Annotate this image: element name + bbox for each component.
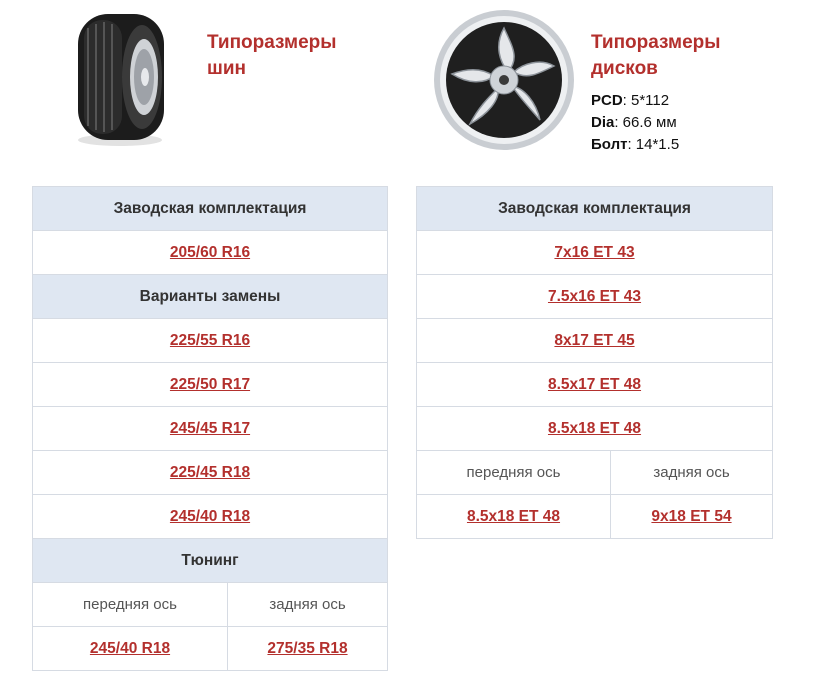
disc-specs bbox=[591, 90, 679, 156]
wheel-rim-icon bbox=[430, 6, 578, 154]
tire-size-link[interactable]: 225/45 R18 bbox=[169, 463, 251, 481]
tires-factory-header: Заводская комплектация bbox=[33, 187, 388, 231]
tire-size-link[interactable]: 225/55 R16 bbox=[169, 331, 251, 349]
disc-rear-link[interactable]: 9x18 ET 54 bbox=[651, 507, 732, 525]
pcd-spec: PCD: 5*112 bbox=[591, 92, 670, 109]
wheel-image bbox=[430, 6, 578, 154]
disc-size-link[interactable]: 8x17 ET 45 bbox=[554, 331, 635, 349]
discs-factory-header: Заводская комплектация bbox=[417, 187, 773, 231]
tire-size-link[interactable]: 205/60 R16 bbox=[169, 243, 251, 261]
discs-table bbox=[416, 186, 773, 539]
disc-size-link[interactable]: 8.5x17 ET 48 bbox=[547, 375, 642, 393]
dia-spec: Dia: 66.6 мм bbox=[591, 114, 677, 131]
tires-title: Типоразмеры шин bbox=[207, 32, 337, 79]
tire-image bbox=[60, 8, 180, 148]
disc-size-link[interactable]: 8.5x18 ET 48 bbox=[547, 419, 642, 437]
bolt-spec: Болт: 14*1.5 bbox=[591, 136, 680, 153]
tire-size-link[interactable]: 225/50 R17 bbox=[169, 375, 251, 393]
disc-front-link[interactable]: 8.5x18 ET 48 bbox=[466, 507, 561, 525]
tire-icon bbox=[60, 8, 180, 148]
rear-axle-label: задняя ось bbox=[611, 451, 773, 495]
tire-size-link[interactable]: 245/40 R18 bbox=[169, 507, 251, 525]
tire-size-link[interactable]: 245/45 R17 bbox=[169, 419, 251, 437]
discs-title: Типоразмеры дисков bbox=[591, 32, 721, 79]
tuning-rear-link[interactable]: 275/35 R18 bbox=[267, 639, 348, 657]
front-axle-label: передняя ось bbox=[417, 451, 611, 495]
replacement-header: Варианты замены bbox=[33, 275, 388, 319]
disc-size-link[interactable]: 7.5x16 ET 43 bbox=[547, 287, 642, 305]
front-axle-label: передняя ось bbox=[33, 583, 228, 627]
rear-axle-label: задняя ось bbox=[228, 583, 388, 627]
disc-size-link[interactable]: 7x16 ET 43 bbox=[554, 243, 635, 261]
tuning-front-link[interactable]: 245/40 R18 bbox=[89, 639, 171, 657]
tuning-header: Тюнинг bbox=[33, 539, 388, 583]
tires-table bbox=[32, 186, 388, 671]
